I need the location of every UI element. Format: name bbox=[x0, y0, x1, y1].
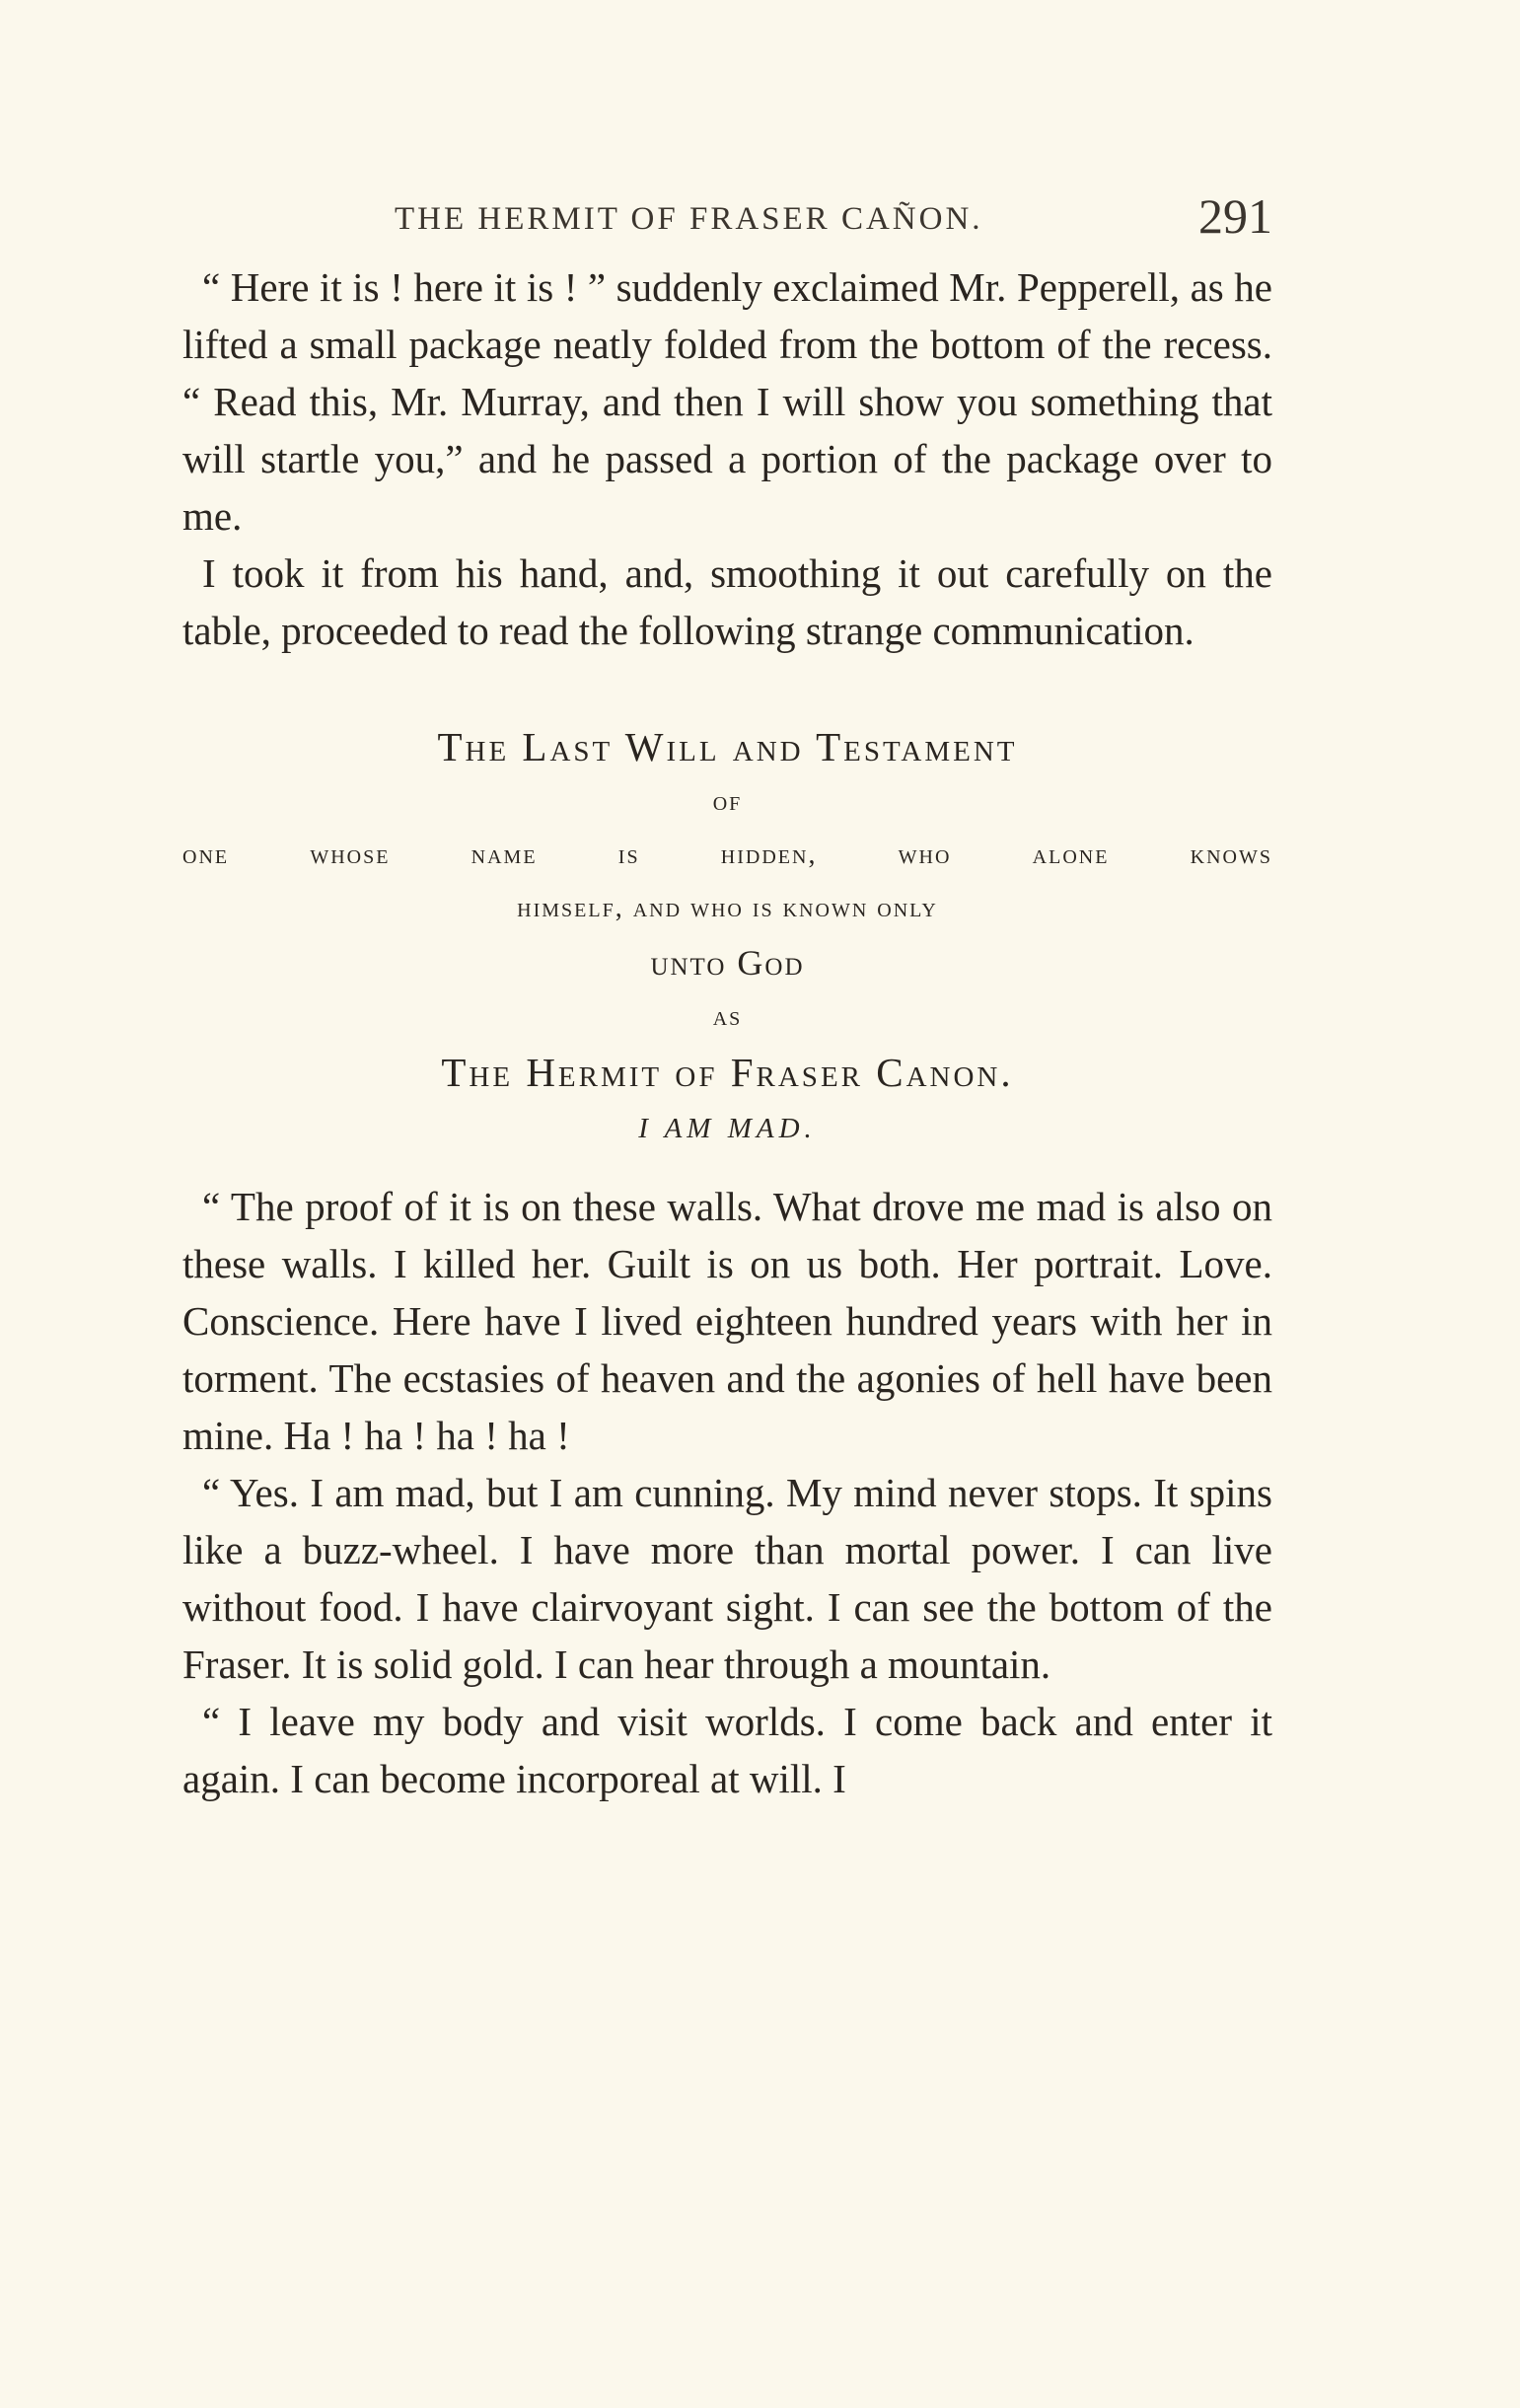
will-title-block bbox=[182, 718, 1272, 1156]
will-title-line: one whose name is hidden, who alone knows bbox=[182, 839, 1272, 870]
will-title-hermit: The Hermit of Fraser Canon. bbox=[441, 1050, 1014, 1095]
page-body bbox=[182, 258, 1272, 1807]
page-number: 291 bbox=[1198, 188, 1272, 244]
will-title-line: unto God bbox=[650, 943, 805, 983]
will-epigraph: I AM MAD. bbox=[638, 1113, 817, 1144]
paragraph: “ Here it is ! here it is ! ” suddenly exclaimed Mr. Pepperell, as he lifted a small package neatly folded from the bottom of the recess. “ Read this, Mr. Murray, and then I will show you something that will startle you,” and he passed a portion of the package over to me. bbox=[182, 264, 1272, 539]
will-title-line: The Last Will and Testament bbox=[437, 724, 1018, 769]
will-title-of: of bbox=[712, 786, 743, 817]
running-title: THE HERMIT OF FRASER CAÑON. bbox=[395, 201, 983, 237]
will-title-line: himself, and who is known only bbox=[517, 893, 938, 923]
paragraph: “ Yes. I am mad, but I am cunning. My mind never stops. It spins like a buzz-wheel. I have more than mortal power. I can live without food. I have clairvoyant sight. I can see the bottom of the Fraser. It is solid gold. I can hear through a mountain. bbox=[182, 1470, 1272, 1687]
will-text bbox=[182, 1178, 1272, 1807]
running-head bbox=[182, 187, 1272, 256]
will-title-as: as bbox=[712, 1001, 743, 1032]
paragraph: I took it from his hand, and, smoothing it out carefully on the table, proceeded to read the following strange communication. bbox=[182, 550, 1272, 653]
paragraph: “ The proof of it is on these walls. What drove me mad is also on these walls. I killed her. Guilt is on us both. Her portrait. Love. Conscience. Here have I lived eighteen hundred years with her in torment. The ecstasies of heaven and the agonies of hell have been mine. Ha ! ha ! ha ! ha ! bbox=[182, 1184, 1272, 1458]
paragraph: “ I leave my body and visit worlds. I come back and enter it again. I can become incorporeal at will. I bbox=[182, 1699, 1272, 1801]
